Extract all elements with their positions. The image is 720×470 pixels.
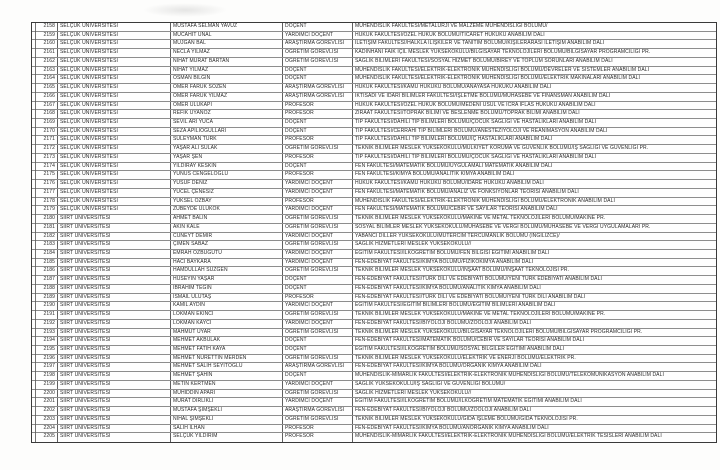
table-row (32, 163, 716, 172)
university-cell: SİİRT ÜNİVERSİTESİ (58, 294, 171, 302)
person-name-cell: CÜNEYT DEMİR (171, 233, 283, 241)
table-row (32, 102, 716, 111)
title-cell: DOÇENT (283, 128, 353, 136)
university-cell: SELÇUK ÜNİVERSİTESİ (58, 171, 171, 179)
title-cell: DOÇENT (283, 276, 353, 284)
row-number-cell: 2176 (32, 180, 58, 188)
university-cell: SİİRT ÜNİVERSİTESİ (58, 302, 171, 310)
table-row (32, 355, 716, 364)
department-cell: KADINHANI FAİK İÇİL MESLEK YÜKSEKOKULU/BİLGİSAYAR TEKNOLOJİLERİ BÖLÜMÜ/BİLGİSAYAR PROGRAMCILIĞI PR. (355, 49, 651, 56)
university-cell: SİİRT ÜNİVERSİTESİ (58, 390, 171, 398)
department-cell: MÜHENDİSLİK FAKÜLTESİ/ELEKTRİK-ELEKTRONİK MÜHENDİSLİĞİ BÖLÜMÜ/DEVRELER VE SİSTEMLER ANABİLİM DALI (355, 66, 650, 73)
department-cell: FEN-EDEBİYAT FAKÜLTESİ/KİMYA BÖLÜMÜ/ANORGANİK KİMYA ANABİLİM DALI (355, 424, 549, 431)
title-cell: YARDIMCI DOÇENT (283, 398, 353, 406)
table-row (32, 346, 716, 355)
title-cell: YARDIMCI DOÇENT (283, 250, 353, 258)
title-cell: ARAŞTIRMA GÖREVLİSİ (283, 84, 353, 92)
person-name-cell: EMRAH ÖZBUĞUTU (171, 250, 283, 258)
row-number-cell: 2158 (32, 23, 58, 31)
university-cell: SİİRT ÜNİVERSİTESİ (58, 311, 171, 319)
person-name-cell: MÜJGAN BAL (171, 40, 283, 48)
university-cell: SİİRT ÜNİVERSİTESİ (58, 224, 171, 232)
table-row (32, 363, 716, 372)
university-cell: SELÇUK ÜNİVERSİTESİ (58, 84, 171, 92)
department-cell: İKTİSADİ VE İDARİ BİLİMLER FAKÜLTESİ/İŞLETME BÖLÜMÜ/MUHASEBE VE FİNANSMAN ANABİLİM DALI (355, 92, 611, 99)
table-row (32, 320, 716, 329)
row-number-cell: 2162 (32, 58, 58, 66)
person-name-cell: SEVİL ARI YUCA (171, 119, 283, 127)
department-cell: FEN-EDEBİYAT FAKÜLTESİ/MATEMATİK BÖLÜMÜ/CEBİR VE SAYILAR TEORİSİ ANABİLİM DALI (355, 337, 585, 344)
university-cell: SİİRT ÜNİVERSİTESİ (58, 337, 171, 345)
person-name-cell: MEHMET SALİH SEYİTOĞLU (171, 363, 283, 371)
title-cell: PROFESÖR (283, 154, 353, 162)
department-cell: TEKNİK BİLİMLER MESLEK YÜKSEKOKULU/BİLGİSAYAR TEKNOLOJİLERİ BÖLÜMÜ/BİLGİSAYAR PROGRAMCILIĞI PR. (355, 328, 643, 335)
department-cell: FEN FAKÜLTESİ/MATEMATİK BÖLÜMÜ/UYGULAMALI MATEMATİK ANABİLİM DALI (355, 162, 553, 169)
table-row (32, 32, 716, 41)
person-name-cell: YAŞAR ALİ SULAK (171, 145, 283, 153)
title-cell: YARDIMCI DOÇENT (283, 302, 353, 310)
university-cell: SELÇUK ÜNİVERSİTESİ (58, 23, 171, 31)
table-row (32, 128, 716, 137)
table-row (32, 250, 716, 259)
row-number-cell: 2166 (32, 93, 58, 101)
university-cell: SELÇUK ÜNİVERSİTESİ (58, 198, 171, 206)
person-name-cell: SELÇUK YILDIRIM (171, 433, 283, 442)
title-cell: DOÇENT (283, 23, 353, 31)
university-cell: SELÇUK ÜNİVERSİTESİ (58, 154, 171, 162)
department-cell: TIP FAKÜLTESİ/DAHİLİ TIP BİLİMLERİ BÖLÜMÜ/ÇOCUK SAĞLIĞI VE HASTALIKLARI ANABİLİM DALI (355, 153, 597, 160)
university-cell: SİİRT ÜNİVERSİTESİ (58, 433, 171, 442)
table-row (32, 171, 716, 180)
table-row (32, 110, 716, 119)
university-cell: SELÇUK ÜNİVERSİTESİ (58, 180, 171, 188)
university-cell: SİİRT ÜNİVERSİTESİ (58, 215, 171, 223)
university-cell: SELÇUK ÜNİVERSİTESİ (58, 145, 171, 153)
department-cell: HUKUK FAKÜLTESİ/ÖZEL HUKUK BÖLÜMÜ/TİCARET HUKUKU ANABİLİM DALI (355, 31, 545, 38)
title-cell: YARDIMCI DOÇENT (283, 206, 353, 214)
table-row (32, 84, 716, 93)
department-cell: TIP FAKÜLTESİ/DAHİLİ TIP BİLİMLERİ BÖLÜMÜ/ÇOCUK SAĞLIĞI VE HASTALIKLARI ANABİLİM DALI (355, 119, 597, 126)
row-number-cell: 2182 (32, 233, 58, 241)
table-row (32, 119, 716, 128)
table-row (32, 294, 716, 303)
person-name-cell: MUSTAFA ŞİMŞEKLİ (171, 407, 283, 415)
department-cell: FEN-EDEBİYAT FAKÜLTESİ/KİMYA BÖLÜMÜ/ORGANİK KİMYA ANABİLİM DALI (355, 363, 542, 370)
person-name-cell: HÜSEYİN YAŞAR (171, 276, 283, 284)
title-cell: ÖĞRETİM GÖREVLİSİ (283, 355, 353, 363)
row-number-cell: 2191 (32, 311, 58, 319)
title-cell: PROFESÖR (283, 136, 353, 144)
table-row (32, 40, 716, 49)
university-cell: SELÇUK ÜNİVERSİTESİ (58, 75, 171, 83)
table-row (32, 145, 716, 154)
university-cell: SİİRT ÜNİVERSİTESİ (58, 398, 171, 406)
row-number-cell: 2161 (32, 49, 58, 57)
person-name-cell: SÜLEYMAN TÜRK (171, 136, 283, 144)
department-cell: EĞİTİM FAKÜLTESİ/İLKÖĞRETİM BÖLÜMÜ/SOSYAL BİLGİLER EĞİTİMİ ANABİLİM DALI (355, 345, 565, 352)
person-name-cell: ÖMER FARUK SÖZEN (171, 84, 283, 92)
title-cell: PROFESÖR (283, 425, 353, 433)
department-cell: SAĞLIK HİZMETLERİ MESLEK YÜKSEKOKULU// (355, 389, 472, 396)
table-row (32, 23, 716, 32)
university-cell: SELÇUK ÜNİVERSİTESİ (58, 128, 171, 136)
university-cell: SELÇUK ÜNİVERSİTESİ (58, 49, 171, 57)
university-cell: SELÇUK ÜNİVERSİTESİ (58, 189, 171, 197)
university-cell: SELÇUK ÜNİVERSİTESİ (58, 206, 171, 214)
department-cell: HUKUK FAKÜLTESİ/KAMU HUKUKU BÖLÜMÜ/İDARE HUKUKU ANABİLİM DALI (355, 180, 544, 187)
table-row (32, 241, 716, 250)
title-cell: DOÇENT (283, 372, 353, 380)
title-cell: YARDIMCI DOÇENT (283, 320, 353, 328)
department-cell: TEKNİK BİLİMLER MESLEK YÜKSEKOKULU/MAKİNE VE METAL TEKNOLOJİLERİ BÖLÜMÜ/MAKİNE PR. (355, 311, 606, 318)
table-row (32, 75, 716, 84)
department-cell: FEN-EDEBİYAT FAKÜLTESİ/KİMYA BÖLÜMÜ/ANALİTİK KİMYA ANABİLİM DALI (355, 284, 541, 291)
table-row (32, 233, 716, 242)
row-number-cell: 2205 (32, 433, 58, 442)
table-row (32, 398, 716, 407)
row-number-cell: 2188 (32, 285, 58, 293)
title-cell: ÖĞRETİM GÖREVLİSİ (283, 416, 353, 424)
title-cell: YARDIMCI DOÇENT (283, 233, 353, 241)
department-cell: MÜHENDİSLİK FAKÜLTESİ/METALURJİ VE MALZEME MÜHENDİSLİĞİ BÖLÜMÜ/ (355, 23, 548, 29)
department-cell: FEN-EDEBİYAT FAKÜLTESİ/KİMYA BÖLÜMÜ/FİZİKOKİMYA ANABİLİM DALI (355, 258, 534, 265)
row-number-cell: 2193 (32, 329, 58, 337)
row-number-cell: 2160 (32, 40, 58, 48)
person-name-cell: MURAT DİRLİKLİ (171, 398, 283, 406)
department-cell: FEN FAKÜLTESİ/MATEMATİK BÖLÜMÜ/CEBİR VE SAYILAR TEORİSİ ANABİLİM DALI (355, 206, 558, 213)
table-row (32, 136, 716, 145)
university-cell: SELÇUK ÜNİVERSİTESİ (58, 102, 171, 110)
table-row (32, 93, 716, 102)
title-cell: DOÇENT (283, 67, 353, 75)
row-number-cell: 2192 (32, 320, 58, 328)
row-number-cell: 2177 (32, 189, 58, 197)
department-cell: FEN-EDEBİYAT FAKÜLTESİ/TÜRK DİLİ VE EDEBİYATI BÖLÜMÜ/YENİ TÜRK EDEBİYATI ANABİLİM DALI (355, 276, 602, 283)
table-row (32, 381, 716, 390)
table-row (32, 198, 716, 207)
staff-table (31, 22, 717, 443)
row-number-cell: 2194 (32, 337, 58, 345)
title-cell: PROFESÖR (283, 102, 353, 110)
table-row (32, 58, 716, 67)
row-number-cell: 2165 (32, 84, 58, 92)
table-row (32, 302, 716, 311)
row-number-cell: 2159 (32, 32, 58, 40)
row-number-cell: 2185 (32, 259, 58, 267)
row-number-cell: 2197 (32, 363, 58, 371)
title-cell: ARAŞTIRMA GÖREVLİSİ (283, 93, 353, 101)
university-cell: SELÇUK ÜNİVERSİTESİ (58, 163, 171, 171)
table-row (32, 372, 716, 381)
department-cell: YABANCI DİLLER YÜKSEKOKULU/MÜTERCİM TERCÜMANLIK BÖLÜMÜ (İNGİLİZCE)/ (355, 232, 560, 239)
person-name-cell: İBRAHİM TEĞİN (171, 285, 283, 293)
row-number-cell: 2172 (32, 145, 58, 153)
department-cell: EĞİTİM FAKÜLTESİ/İLKÖĞRETİM BÖLÜMÜ/İLKÖĞRETİM MATEMATİK EĞİTİMİ ANABİLİM DALI (355, 398, 582, 405)
department-cell: FEN-EDEBİYAT FAKÜLTESİ/TÜRK DİLİ VE EDEBİYATI BÖLÜMÜ/YENİ TÜRK DİLİ ANABİLİM DALI (355, 293, 586, 300)
title-cell: ÖĞRETİM GÖREVLİSİ (283, 390, 353, 398)
university-cell: SİİRT ÜNİVERSİTESİ (58, 276, 171, 284)
row-number-cell: 2170 (32, 128, 58, 136)
row-number-cell: 2196 (32, 355, 58, 363)
table-row (32, 329, 716, 338)
university-cell: SİİRT ÜNİVERSİTESİ (58, 381, 171, 389)
table-row (32, 67, 716, 76)
row-number-cell: 2168 (32, 110, 58, 118)
university-cell: SİİRT ÜNİVERSİTESİ (58, 416, 171, 424)
table-row (32, 407, 716, 416)
person-name-cell: ÇİMEN SABAZ (171, 241, 283, 249)
title-cell: ÖĞRETİM GÖREVLİSİ (283, 224, 353, 232)
row-number-cell: 2180 (32, 215, 58, 223)
table-row (32, 416, 716, 425)
university-cell: SELÇUK ÜNİVERSİTESİ (58, 93, 171, 101)
title-cell: ÖĞRETİM GÖREVLİSİ (283, 215, 353, 223)
row-number-cell: 2174 (32, 163, 58, 171)
row-number-cell: 2199 (32, 381, 58, 389)
department-cell: SOSYAL BİLİMLER MESLEK YÜKSEKOKULU/MUHASEBE VE VERGİ BÖLÜMÜ/MUHASEBE VE VERGİ UYGULAMALARI PR. (355, 223, 651, 230)
title-cell: PROFESÖR (283, 294, 353, 302)
title-cell: ÖĞRETİM GÖREVLİSİ (283, 58, 353, 66)
person-name-cell: SALİH İLHAN (171, 425, 283, 433)
department-cell: TEKNİK BİLİMLER MESLEK YÜKSEKOKULU/ELEKTRİK VE ENERJİ BÖLÜMÜ/ELEKTRİK PR. (355, 354, 576, 361)
department-cell: MÜHENDİSLİK-MİMARLIK FAKÜLTESİ/ELEKTRİK-ELEKTRONİK MÜHENDİSLİĞİ BÖLÜMÜ/ELEKTRİK TESİSLERİ ANABİLİM DALI (355, 433, 662, 440)
person-name-cell: ZÜBEYDE ULUKÖK (171, 206, 283, 214)
row-number-cell: 2202 (32, 407, 58, 415)
university-cell: SELÇUK ÜNİVERSİTESİ (58, 67, 171, 75)
university-cell: SİİRT ÜNİVERSİTESİ (58, 259, 171, 267)
department-cell: ZİRAAT FAKÜLTESİ/TOPRAK BİLİMİ VE BESLENME BÖLÜMÜ/TOPRAK BİLİMİ ANABİLİM DALI (355, 110, 580, 117)
row-number-cell: 2183 (32, 241, 58, 249)
person-name-cell: ÖMER FARUK YILMAZ (171, 93, 283, 101)
department-cell: HUKUK FAKÜLTESİ/KAMU HUKUKU BÖLÜMÜ/ANAYASA HUKUKU ANABİLİM DALI (355, 84, 552, 91)
person-name-cell: MUHİDDİN APARİ (171, 390, 283, 398)
person-name-cell: SEZA APİLİOĞULLARI (171, 128, 283, 136)
department-cell: MÜHENDİSLİK-MİMARLIK FAKÜLTESİ/ELEKTRİK-ELEKTRONİK MÜHENDİSLİĞİ BÖLÜMÜ/TELEKOMÜNİKASYON ANABİLİM DALI (355, 372, 664, 379)
department-cell: FEN FAKÜLTESİ/MATEMATİK BÖLÜMÜ/ANALİZ VE FONKSİYONLAR TEORİSİ ANABİLİM DALI (355, 188, 579, 195)
department-cell: İLETİŞİM FAKÜLTESİ/HALKLA İLİŞKİLER VE TANITIM BÖLÜMÜ/KİŞİLERARASI İLETİŞİM ANABİLİM DALI (355, 40, 605, 47)
title-cell: YARDIMCI DOÇENT (283, 180, 353, 188)
title-cell: DOÇENT (283, 346, 353, 354)
department-cell: SAĞLIK HİZMETLERİ MESLEK YÜKSEKOKULU// (355, 241, 472, 248)
title-cell: YARDIMCI DOÇENT (283, 259, 353, 267)
university-cell: SİİRT ÜNİVERSİTESİ (58, 285, 171, 293)
table-row (32, 390, 716, 399)
title-cell: ARAŞTIRMA GÖREVLİSİ (283, 407, 353, 415)
university-cell: SİİRT ÜNİVERSİTESİ (58, 267, 171, 275)
row-number-cell: 2187 (32, 276, 58, 284)
row-number-cell: 2190 (32, 302, 58, 310)
department-cell: TIP FAKÜLTESİ/CERRAHİ TIP BİLİMLERİ BÖLÜMÜ/ANESTEZİYOLOJİ VE REANİMASYON ANABİLİM DALI (355, 127, 608, 134)
university-cell: SELÇUK ÜNİVERSİTESİ (58, 119, 171, 127)
table-row (32, 259, 716, 268)
person-name-cell: AHMET BALIN (171, 215, 283, 223)
department-cell: FEN-EDEBİYAT FAKÜLTESİ/BİYOLOJİ BÖLÜMÜ/ZOOLOJİ ANABİLİM DALI (355, 319, 531, 326)
row-number-cell: 2163 (32, 67, 58, 75)
title-cell: YARDIMCI DOÇENT (283, 189, 353, 197)
person-name-cell: KAMİL AYDIN (171, 302, 283, 310)
department-cell: TEKNİK BİLİMLER MESLEK YÜKSEKOKULU/MÜLKİYET KORUMA VE GÜVENLİK BÖLÜMÜ/İŞ SAĞLIĞI VE GÜVENLİĞİ PR. (355, 145, 649, 152)
university-cell: SİİRT ÜNİVERSİTESİ (58, 329, 171, 337)
row-number-cell: 2204 (32, 425, 58, 433)
department-cell: SAĞLIK YÜKSEKOKULU/İŞ SAĞLIĞI VE GÜVENLİĞİ BÖLÜMÜ/ (355, 380, 506, 387)
table-row (32, 311, 716, 320)
title-cell: DOÇENT (283, 75, 353, 83)
person-name-cell: MEHMET FATİH KAYA (171, 346, 283, 354)
person-name-cell: METİN KERTMEN (171, 381, 283, 389)
title-cell: DOÇENT (283, 337, 353, 345)
title-cell: ÖĞRETİM GÖREVLİSİ (283, 49, 353, 57)
title-cell: DOÇENT (283, 285, 353, 293)
table-row (32, 433, 716, 442)
person-name-cell: LOKMAN KAYCİ (171, 320, 283, 328)
person-name-cell: REFİK UYANÖZ (171, 110, 283, 118)
table-row (32, 180, 716, 189)
row-number-cell: 2201 (32, 398, 58, 406)
university-cell: SELÇUK ÜNİVERSİTESİ (58, 58, 171, 66)
person-name-cell: HACI BAYKARA (171, 259, 283, 267)
row-number-cell: 2179 (32, 206, 58, 214)
person-name-cell: YÜKSEL ÖZBAY (171, 198, 283, 206)
person-name-cell: NİHAT YILMAZ (171, 67, 283, 75)
table-row (32, 215, 716, 224)
person-name-cell: YAŞAR ŞEN (171, 154, 283, 162)
person-name-cell: MEHMET ŞAHİN (171, 372, 283, 380)
university-cell: SİİRT ÜNİVERSİTESİ (58, 250, 171, 258)
university-cell: SİİRT ÜNİVERSİTESİ (58, 320, 171, 328)
row-number-cell: 2189 (32, 294, 58, 302)
person-name-cell: YILDIRAY KESKİN (171, 163, 283, 171)
university-cell: SİİRT ÜNİVERSİTESİ (58, 346, 171, 354)
row-number-cell: 2167 (32, 102, 58, 110)
person-name-cell: NİHAT MURAT BARTAN (171, 58, 283, 66)
row-number-cell: 2200 (32, 390, 58, 398)
university-cell: SİİRT ÜNİVERSİTESİ (58, 372, 171, 380)
title-cell: ARAŞTIRMA GÖREVLİSİ (283, 363, 353, 371)
table-row (32, 425, 716, 434)
title-cell: PROFESÖR (283, 433, 353, 442)
table-row (32, 337, 716, 346)
row-number-cell: 2186 (32, 267, 58, 275)
person-name-cell: İSMAİL ULUTAŞ (171, 294, 283, 302)
university-cell: SİİRT ÜNİVERSİTESİ (58, 363, 171, 371)
university-cell: SELÇUK ÜNİVERSİTESİ (58, 40, 171, 48)
person-name-cell: YUSUF DENİZ (171, 180, 283, 188)
person-name-cell: YÜCEL ÇENESİZ (171, 189, 283, 197)
title-cell: ÖĞRETİM GÖREVLİSİ (283, 145, 353, 153)
person-name-cell: MUSTAFA SELMAN YAVUZ (171, 23, 283, 31)
department-cell: TEKNİK BİLİMLER MESLEK YÜKSEKOKULU/GIDA İŞLEME BÖLÜMÜ/GIDA TEKNOLOJİSİ PR. (355, 415, 578, 422)
table-row (32, 285, 716, 294)
title-cell: DOÇENT (283, 119, 353, 127)
department-cell: TIP FAKÜLTESİ/DAHİLİ TIP BİLİMLERİ BÖLÜMÜ/İÇ HASTALIKLARI ANABİLİM DALI (355, 136, 553, 143)
department-cell: TEKNİK BİLİMLER MESLEK YÜKSEKOKULU/İNŞAAT BÖLÜMÜ/İNŞAAT TEKNOLOJİSİ PR. (355, 267, 570, 274)
university-cell: SİİRT ÜNİVERSİTESİ (58, 425, 171, 433)
title-cell: DOÇENT (283, 163, 353, 171)
university-cell: SİİRT ÜNİVERSİTESİ (58, 407, 171, 415)
department-cell: EĞİTİM FAKÜLTESİ/İLKÖĞRETİM BÖLÜMÜ/FEN BİLGİSİ EĞİTİMİ ANABİLİM DALI (355, 249, 550, 256)
title-cell: ÖĞRETİM GÖREVLİSİ (283, 311, 353, 319)
row-number-cell: 2184 (32, 250, 58, 258)
department-cell: HUKUK FAKÜLTESİ/ÖZEL HUKUK BÖLÜMÜ/MEDENİ USUL VE İCRA İFLAS HUKUKU ANABİLİM DALI (355, 101, 596, 108)
title-cell: PROFESÖR (283, 110, 353, 118)
department-cell: FEN FAKÜLTESİ/KİMYA BÖLÜMÜ/ANALİTİK KİMYA ANABİLİM DALI (355, 171, 515, 178)
row-number-cell: 2178 (32, 198, 58, 206)
table-row (32, 206, 716, 215)
university-cell: SİİRT ÜNİVERSİTESİ (58, 355, 171, 363)
row-number-cell: 2173 (32, 154, 58, 162)
title-cell: ÖĞRETİM GÖREVLİSİ (283, 241, 353, 249)
university-cell: SELÇUK ÜNİVERSİTESİ (58, 32, 171, 40)
department-cell: MÜHENDİSLİK FAKÜLTESİ/ELEKTRİK-ELEKTRONİK MÜHENDİSLİĞİ BÖLÜMÜ/ELEKTRONİK ANABİLİM DALI (355, 197, 615, 204)
person-name-cell: ÖMER ULUKAPI (171, 102, 283, 110)
department-cell: FEN-EDEBİYAT FAKÜLTESİ/BİYOLOJİ BÖLÜMÜ/ZOOLOJİ ANABİLİM DALI (355, 407, 531, 414)
person-name-cell: MEHMET NURETTİN MERDEN (171, 355, 283, 363)
title-cell: PROFESÖR (283, 198, 353, 206)
row-number-cell: 2169 (32, 119, 58, 127)
table-row (32, 49, 716, 58)
university-cell: SELÇUK ÜNİVERSİTESİ (58, 110, 171, 118)
table-row (32, 267, 716, 276)
title-cell: PROFESÖR (283, 171, 353, 179)
department-cell: TEKNİK BİLİMLER MESLEK YÜKSEKOKULU/MAKİNE VE METAL TEKNOLOJİLERİ BÖLÜMÜ/MAKİNE PR. (355, 215, 606, 222)
department-cell: MÜHENDİSLİK FAKÜLTESİ/ELEKTRİK-ELEKTRONİK MÜHENDİSLİĞİ BÖLÜMÜ/ELEKTRİK MAKİNALARI ANABİLİM DALI (355, 75, 641, 82)
table-row (32, 154, 716, 163)
title-cell: ARAŞTIRMA GÖREVLİSİ (283, 40, 353, 48)
person-name-cell: HAMDULLAH SÜZGEN (171, 267, 283, 275)
person-name-cell: MEHMET AKBULAK (171, 337, 283, 345)
title-cell: ÖĞRETİM GÖREVLİSİ (283, 267, 353, 275)
university-cell: SİİRT ÜNİVERSİTESİ (58, 233, 171, 241)
row-number-cell: 2181 (32, 224, 58, 232)
title-cell: YARDIMCI DOÇENT (283, 381, 353, 389)
row-number-cell: 2198 (32, 372, 58, 380)
row-number-cell: 2203 (32, 416, 58, 424)
table-row (32, 276, 716, 285)
row-number-cell: 2164 (32, 75, 58, 83)
department-cell: EĞİTİM FAKÜLTESİ/EĞİTİM BİLİMLERİ BÖLÜMÜ/EĞİTİM BİLİMLERİ ANABİLİM DALI (355, 302, 556, 309)
department-cell: SAĞLIK BİLİMLERİ FAKÜLTESİ/SOSYAL HİZMET BÖLÜMÜ/BİREY VE TOPLUM SORUNLARI ANABİLİM DALI (355, 57, 613, 64)
person-name-cell: AKIN KALE (171, 224, 283, 232)
row-number-cell: 2171 (32, 136, 58, 144)
table-row (32, 224, 716, 233)
university-cell: SELÇUK ÜNİVERSİTESİ (58, 136, 171, 144)
university-cell: SİİRT ÜNİVERSİTESİ (58, 241, 171, 249)
person-name-cell: OSMAN BİLGİN (171, 75, 283, 83)
person-name-cell: MÜCAHİT ÜNAL (171, 32, 283, 40)
table-row (32, 189, 716, 198)
person-name-cell: MAHMUT UYAR (171, 329, 283, 337)
title-cell: YARDIMCI DOÇENT (283, 32, 353, 40)
row-number-cell: 2175 (32, 171, 58, 179)
title-cell: ÖĞRETİM GÖREVLİSİ (283, 329, 353, 337)
person-name-cell: NİHAL ŞİMŞEKLİ (171, 416, 283, 424)
person-name-cell: NECLA YILMAZ (171, 49, 283, 57)
person-name-cell: LOKMAN EKİNCİ (171, 311, 283, 319)
person-name-cell: YUNUS CENGELOĞLU (171, 171, 283, 179)
row-number-cell: 2195 (32, 346, 58, 354)
